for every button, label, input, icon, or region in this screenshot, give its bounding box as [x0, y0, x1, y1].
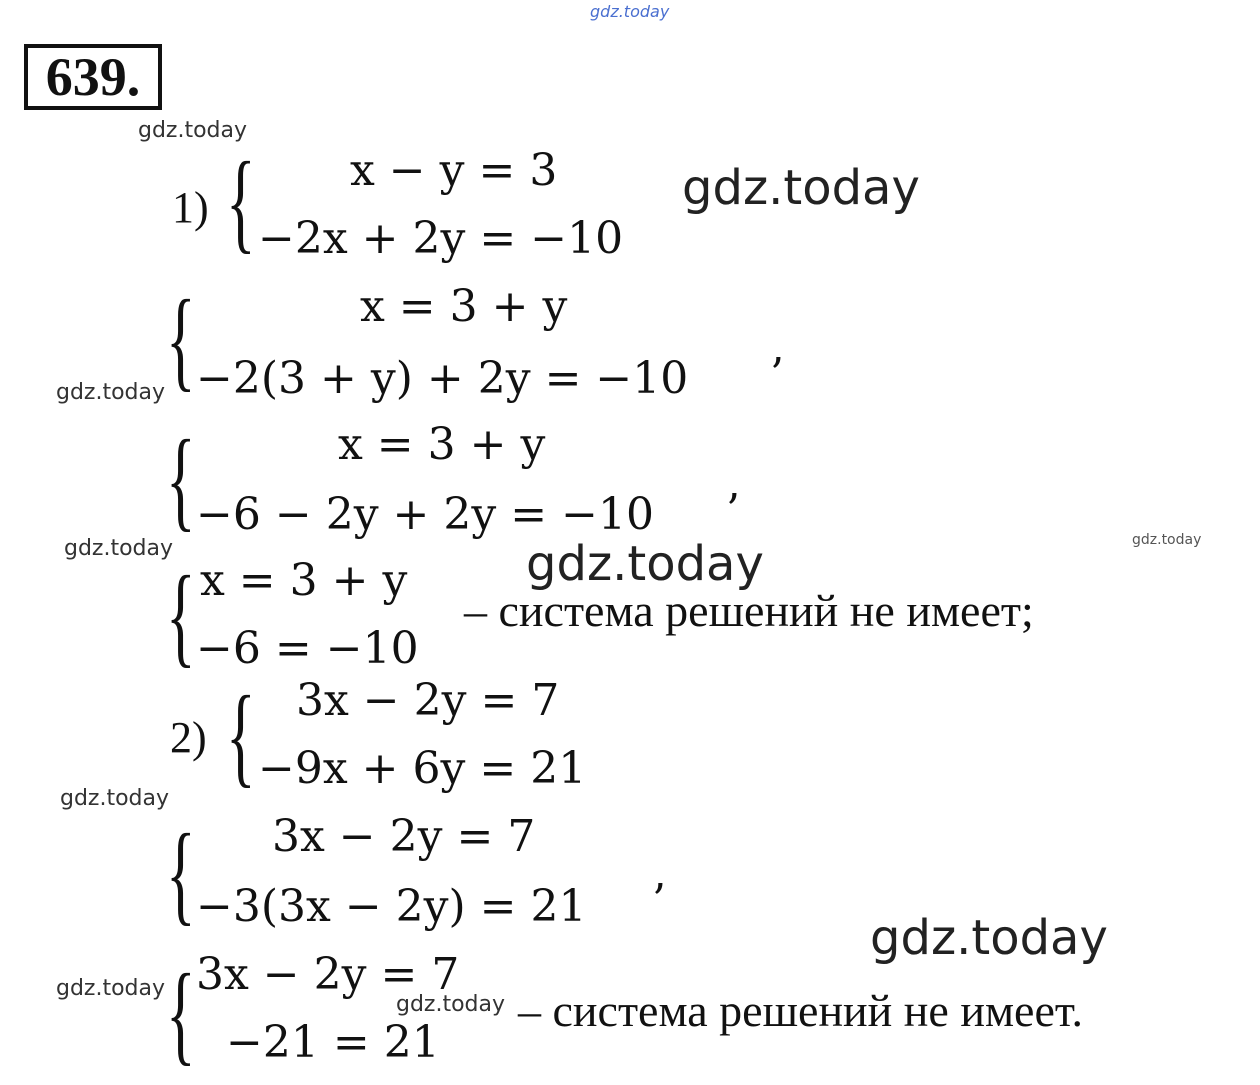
part1-step2-comma: ’ — [770, 349, 784, 400]
part1-step2-brace: { — [166, 278, 196, 402]
watermark-top: gdz.today — [590, 2, 670, 21]
part1-step1-brace: { — [226, 140, 256, 264]
watermark-small-2: gdz.today — [56, 380, 166, 405]
watermark-small-6: gdz.today — [396, 992, 506, 1017]
problem-number: 639. — [24, 44, 162, 110]
watermark-large-3: gdz.today — [870, 910, 1108, 966]
part1-step3-eq1: x = 3 + y — [338, 419, 546, 470]
part1-step4-eq2: −6 = −10 — [196, 623, 419, 674]
part2-step2-brace: { — [166, 812, 196, 936]
part2-step1-eq1: 3x − 2y = 7 — [296, 675, 560, 726]
part1-step2-eq2: −2(3 + y) + 2y = −10 — [196, 353, 689, 404]
watermark-small-1: gdz.today — [138, 118, 248, 143]
watermark-small-4: gdz.today — [60, 786, 170, 811]
watermark-large-2: gdz.today — [526, 536, 764, 592]
part1-step4-eq1: x = 3 + y — [200, 555, 408, 606]
part2-step1-brace: { — [226, 674, 256, 798]
part1-label: 1) — [172, 183, 209, 232]
part2-label: 2) — [170, 713, 207, 762]
part2-step3-eq2: −21 = 21 — [226, 1017, 440, 1068]
part2-conclusion: – система решений не имеет. — [518, 985, 1084, 1036]
part2-step3-brace: { — [166, 952, 196, 1076]
part2-step1-eq2: −9x + 6y = 21 — [258, 743, 587, 794]
part1-step3-brace: { — [166, 418, 196, 542]
part2-step2-eq2: −3(3x − 2y) = 21 — [196, 881, 587, 932]
part1-conclusion: – система решений не имеет; — [464, 585, 1034, 636]
watermark-large-1: gdz.today — [682, 160, 920, 216]
part2-step2-comma: ’ — [652, 875, 666, 926]
watermark-small-3: gdz.today — [64, 536, 174, 561]
part2-step3-eq1: 3x − 2y = 7 — [196, 949, 460, 1000]
part1-step3-eq2: −6 − 2y + 2y = −10 — [196, 489, 654, 540]
part1-step2-eq1: x = 3 + y — [360, 281, 568, 332]
part1-step4-brace: { — [166, 554, 196, 678]
part1-step3-comma: ’ — [726, 485, 740, 536]
part1-step1-eq1: x − y = 3 — [350, 145, 558, 196]
watermark-tiny: gdz.today — [1132, 532, 1202, 548]
watermark-small-5: gdz.today — [56, 976, 166, 1001]
part2-step2-eq1: 3x − 2y = 7 — [272, 811, 536, 862]
part1-step1-eq2: −2x + 2y = −10 — [258, 213, 624, 264]
